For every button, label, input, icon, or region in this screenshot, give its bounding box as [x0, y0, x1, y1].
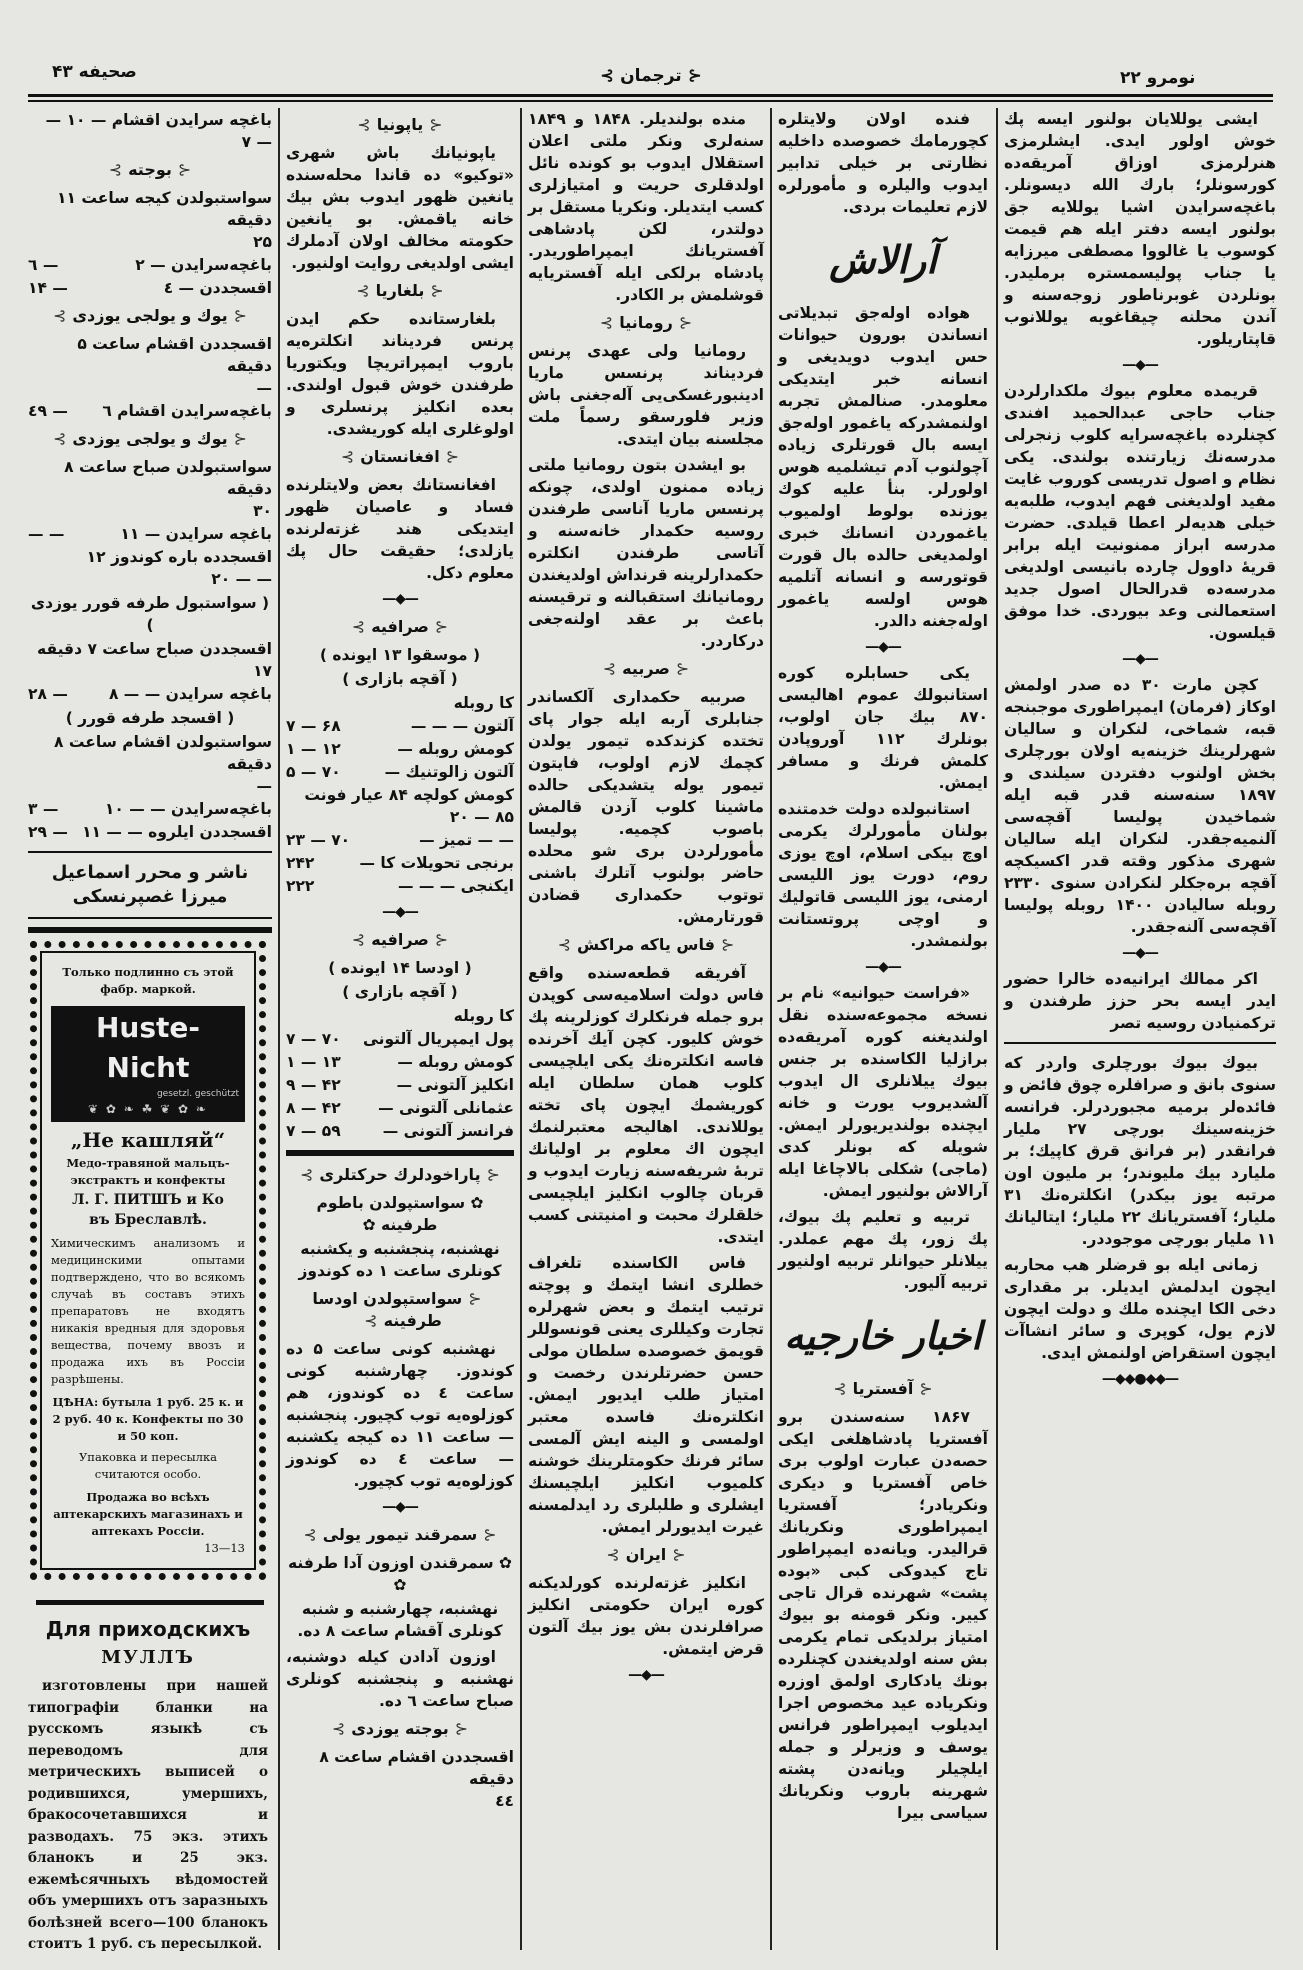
shipping-note: Упаковка и пересылка считаются особо.: [78, 1450, 218, 1481]
article-paragraph: اکر ممالك ایرانیه‌ده خالرا حضور ایدر ایسه بحر حزز طرفندن و ترکمنیادن روسیه تصر: [1004, 970, 1276, 1032]
section-heading: [286, 1524, 514, 1546]
brand-trademark-note: gesetzl. geschützt: [156, 1089, 239, 1099]
table-row: [286, 1074, 514, 1096]
column-divider: [278, 108, 280, 1950]
table-row: [286, 829, 514, 851]
subheading: ( سواستبول طرفه قورر یوزدی ): [30, 594, 270, 634]
divider-ornament-icon: —◆—: [1122, 945, 1158, 961]
row-value: ۵۹ — ۷: [286, 1122, 341, 1140]
row-value: ۶۸ — ۷: [286, 717, 341, 735]
row-label: انکلیز آلتونی —: [396, 1076, 514, 1094]
ornament-icon: ⊰: [486, 1165, 500, 1184]
ornament-icon: ⊱: [599, 313, 614, 332]
section-title: اخبار خارجیه: [784, 1313, 982, 1358]
floral-ornament-icon: ❦ ✿ ❧ ☘ ❦ ✿ ❧: [88, 1102, 208, 1116]
table-row: [286, 1051, 514, 1073]
row-label: کا روبله: [453, 694, 514, 712]
row-label: باغچه سرایدن — ۱۱: [120, 525, 272, 543]
row-label: ایکنجی — — —: [397, 877, 514, 895]
section-heading: [286, 446, 514, 468]
article-paragraph: بلغارستانده حکم ایدن پرنس فردیناند انکلتره‌یه باروب ایمپراتریچا ویکتوریا طرفندن خوش قبول اولندی. بعده انکلیز پرنسلری و اولوغلری ایله کوریشدی.: [286, 310, 514, 438]
table-row: [286, 784, 514, 828]
huste-nicht-advertisement: [30, 941, 266, 1580]
ornament-icon: ⊱: [52, 429, 67, 448]
ornament-icon: ⊰: [429, 115, 443, 134]
row-value: ۷۰ — ۲۳: [286, 831, 351, 849]
rule-divider: [1004, 1042, 1276, 1044]
table-row: [28, 638, 272, 682]
article-paragraph: بیوك بیوك بورچلری واردر که سنوی بانق و صرافلره چوق فائض و فائده‌لر برمیه مجبوردرلر. فرانسه خزینه‌سینك بورچی ۲۷ ملیار فرانقدر (بر فرانق قرق کاپیك؛ بر ملیارد بیك ملیوندر؛ بر ملیون اون مرتبه یوز بیكدر) انکلتره‌نك ۳۱ ملیار؛ آفستریانك ۲۲ ملیار؛ ایتالیانك ۱۱ ملیار بورچی موجوددر.: [1004, 1054, 1276, 1248]
heading-text: صربیه: [622, 659, 670, 678]
table-row: [28, 798, 272, 820]
thick-rule-divider: [286, 1150, 514, 1156]
subheading: ✿ سمرقندن اوزون آدا طرفنه ✿: [288, 1554, 512, 1594]
row-value: —: [256, 777, 272, 795]
article-paragraph: کچن مارت ۳۰ ده صدر اولمش اوکاز (فرمان) ایمپراطوری موجبنجه قبه، شماخی، لنکران و سالیان شهرلرینك خزینه‌یه اولان بورچلری بخش اولنوب دفتردن سیلندی و ۱۸۹۷ سنه‌سنه قدر قبه ایله شماخیدن پولیسا آقچه‌سی آلنمیه‌جقدر. لنکران ایله سالیان شهری مذکور وقته قدر اکسیکچه آقچه برەجكلر لنکرادن سنوی ۲۳۳۰ روبله سالیادن ۱۴۰۰ روبله پولیسا آقچه‌سی آلنه‌جقدر.: [1004, 676, 1276, 936]
row-label: اقسجددن اقشام ساعت ۸ دقیقه: [319, 1748, 514, 1788]
ornament-icon: ⊰: [233, 429, 248, 448]
table-row: [28, 821, 272, 843]
row-label: باغچه سرایدن اقشام — ۱۰ —: [45, 111, 272, 129]
row-label: باغچه سرایدن — — ۸: [108, 685, 272, 703]
notice-body: изготовлены при нашей типографіи бланки на русскомъ языкѣ съ переводомъ для метрическихъ выписей о родившихся, умершихъ, бракосочетавшихся и разводахъ. 75 экз. этихъ бланокъ и 25 экз. ежемѣсячныхъ вѣдомостей объ умершихъ отъ заразныхъ болѣзней всего—100 бланокъ стоитъ 1 руб. съ пересылкой.: [28, 1678, 268, 1952]
column-3: [528, 108, 764, 1690]
row-value: —: [256, 379, 272, 397]
ad-separator: [36, 1600, 264, 1605]
row-value: — —: [28, 525, 65, 543]
ornament-icon: ⊱: [351, 930, 366, 949]
ornament-icon: ⊱: [600, 66, 615, 86]
notice-subtitle: МУЛЛЪ: [101, 1646, 195, 1668]
article-paragraph: فاس الکاسنده تلغراف خطلری انشا ایتمك و پوچته ترتیب ایتمك و بعض شهرلره تجارت وکیللری یعنی قونسوللر قویمق خصوصده سلطان مولی حسن حضرتلرندن رخصت و امتیاز طلب ایدیور ایمش. انکلتره‌نك فاسده معتبر اولمسی و الینه ایش آلمسی سائر فرنك حکومتلرینك خوشنه کلمیوب انکلیز ایلچیسنك ایشلری و طلبلری رد ایدلمسنه غیرت ایدیورلر ایمش.: [528, 1254, 764, 1536]
divider-ornament-icon: —◆—: [382, 1499, 418, 1515]
section-heading: [778, 1378, 988, 1400]
ornament-icon: ⊰: [721, 935, 735, 954]
subheading: ( آقچه بازاری ): [342, 983, 458, 1001]
row-value: ۲۲۲: [286, 877, 315, 895]
divider-ornament-icon: —◆—: [1122, 357, 1158, 373]
divider-ornament-icon: —◆◆●◆◆—: [1101, 1371, 1179, 1387]
ornament-icon: ⊱: [606, 1545, 620, 1564]
ornament-icon: ⊱: [557, 935, 571, 954]
ad-authenticity-line: Только подлинно съ этой фабр. маркой.: [62, 965, 234, 996]
ornament-icon: ⊱: [351, 617, 366, 636]
row-value: ۳۰: [253, 502, 272, 520]
table-row: [28, 400, 272, 422]
heading-text: آفستریا: [852, 1379, 914, 1398]
heading-text: یوك و یولجی یوزدی: [72, 306, 228, 325]
section-heading: [286, 616, 514, 638]
article-paragraph: تربیه و تعلیم پك بیوك، پك زور، پك مهم عملدر. ییلانلر حیوانلر تربیه اولنیور تربیه آلیور.: [778, 1208, 988, 1292]
section-heading: [286, 1288, 514, 1332]
section-title: آرالاش: [829, 237, 937, 282]
row-label: اقسجددن ایلروه — — ۱۱: [82, 823, 272, 841]
article-paragraph: ایشی یوللایان بولنور ایسه پك خوش اولور ایدی. ایشلرمزی هنرلرمزی اوزاق آمریقه‌ده کورسونلر؛ بارك الله دیسونلر. باغچه‌سرایدن اشیا یوللایه جق بولنور ایسه دفتر ایله هم قیمت کوسوب یا غالووا مصطفی میرزایه یا جناب پولیسمستره برملیدر. بونلردن غوبرناطور زوجه‌سنه و آندن محلنه چیقاغویه یوللانوب قاپتاریلور.: [1004, 110, 1276, 348]
subheading: ( موسقوا ۱۳ ایونده ): [319, 646, 481, 664]
row-value: ۱۳ — ۱: [286, 1053, 341, 1071]
heading-text: ایران: [625, 1545, 667, 1564]
notice-title: Для приходскихъ: [45, 1617, 251, 1641]
ornament-icon: ⊱: [833, 1379, 847, 1398]
row-label: باغچه‌سرایدن — — ۱۰: [104, 800, 272, 818]
divider-ornament-icon: —◆—: [865, 639, 901, 655]
row-value: — ۷: [241, 133, 272, 151]
row-value: — ۳: [28, 800, 59, 818]
article-paragraph: اوزون آدادن کیله دوشنبه، نهشنبه و پنجشنبه کونلری صباح ساعت ٦ ده.: [286, 1648, 514, 1710]
row-label: اقسجدده باره کوندوز ۱۲: [86, 548, 272, 566]
article-paragraph: یاپونیانك باش شهری «توکیو» ده قاندا محله‌سنده یانغین ظهور ایدوب بش بیك خانه یاقمش. بو یانغین حکومته مخالف اولان آدملرك ایشی اولدیغی روایت اولنیور.: [286, 144, 514, 272]
row-value: ۲۴۲: [286, 854, 315, 872]
sale-note: Продажа во всѣхъ аптекарскихъ магазинахъ и аптекахъ Россіи.: [53, 1490, 243, 1538]
publisher-line: ناشر و محرر اسماعیل میرزا غصپرنسکی: [51, 862, 249, 907]
section-heading: [28, 159, 272, 181]
ornament-icon: ⊱: [300, 1165, 314, 1184]
table-row: [28, 456, 272, 522]
column-1-wrapper: [28, 108, 272, 1956]
ornament-icon: ⊱: [356, 281, 370, 300]
heading-text: سواستپولدن اودسا طرفینه: [312, 1289, 463, 1330]
product-description: Медо-травяной мальцъ-экстрактъ и конфекты: [66, 1156, 230, 1187]
row-label: باغچه‌سرایدن اقشام ٦: [102, 402, 272, 420]
thick-rule-divider: [28, 927, 272, 933]
brand-logo: [51, 1006, 245, 1122]
ornament-icon: ⊰: [468, 1289, 482, 1308]
column-divider: [996, 108, 998, 1950]
section-heading: [286, 1164, 514, 1186]
row-label: عثمانلی آلتونی —: [378, 1099, 514, 1117]
ornament-icon: ⊰: [434, 617, 449, 636]
section-heading: [528, 658, 764, 680]
row-label: کومش کولچه ۸۴ عیار فونت: [304, 786, 514, 804]
row-label: کا روبله: [453, 1007, 514, 1025]
ornament-icon: ⊰: [678, 313, 693, 332]
ornament-icon: ⊰: [672, 1545, 686, 1564]
table-row: [28, 523, 272, 545]
ornament-icon: ⊱: [331, 1719, 346, 1738]
page-number: صحیفه ۴۳: [52, 62, 137, 82]
row-value: ٤٤: [495, 1792, 514, 1810]
mullah-forms-notice: [28, 1619, 268, 1956]
article-paragraph: صربیه حکمداری آلکساندر جنابلری آربه ایله جوار پای تختده کزندکده تیمور یولدن کچمك لازم اولوب، فایتون تیمور یوله یتشدیکی حالده ماشینا کلوب آزدن قالمش باصوب کچمیه. پولیسا مأمورلردن بری شو محلده حاضر بولنوب آتلرك باشنی توتوب حکمداری قضادن قورتارمش.: [528, 688, 764, 926]
table-row: [28, 683, 272, 705]
divider-ornament-icon: —◆—: [628, 1667, 664, 1683]
row-value: ۷۰ — ۵: [286, 763, 341, 781]
row-label: سواستبولدن صباح ساعت ۸ دقیقه: [64, 458, 272, 498]
row-label: کومش روبله —: [397, 740, 514, 758]
ornament-icon: ⊰: [675, 659, 690, 678]
row-label: پول ایمپریال آلتونی: [362, 1030, 514, 1048]
divider-ornament-icon: —◆—: [865, 959, 901, 975]
section-heading: [28, 428, 272, 450]
manufacturer: Л. Г. ПИТШЪ и Ко: [72, 1192, 224, 1208]
article-paragraph: آفریقه قطعه‌سنده واقع فاس دولت اسلامیه‌سی کوپدن برو جمله فرنکلرك کوزلرینه پك خوش کلیور. کچن آیك آخرنده فاسه انکلتره‌نك یکی ایلچیسی کلوب همان سلطان ایله کوریشمك ایچون پای تخته یوللاندی. اهالیجه معتبرلنمك ایچون اك معلوم بر اولیانك تربهٔ شریفه‌سنه زیارت ایدوب و قربان چالوب انکلیز ایلچیسی خلقلرك محبت و امنیتنی کسب ایتدی.: [528, 964, 764, 1246]
row-value: — ۱۴: [28, 279, 68, 297]
article-paragraph: نهشنبه، پنجشنبه و یکشنبه کونلری ساعت ۱ ده کوندوز: [298, 1240, 502, 1280]
rule-divider: [28, 851, 272, 853]
issue-number: نومرو ۲۲: [1120, 68, 1196, 88]
row-value: ۴۲ — ۸: [286, 1099, 341, 1117]
ad-body: Химическимъ анализомъ и медицинскими опытами подтверждено, что во всякомъ случаѣ въ составъ этихъ препаратовъ не входятъ никакія вредныя для здоровья вещества, почему ввозъ и продажа ихъ въ Россіи разрѣшены.: [51, 1236, 245, 1386]
column-4: [778, 108, 988, 1828]
table-row: [286, 761, 514, 783]
ornament-icon: ⊱: [108, 160, 123, 179]
ornament-icon: ⊰: [687, 66, 702, 86]
heading-text: افغانستان: [360, 447, 440, 466]
article-paragraph: انکلیز غزته‌لرنده کورلدیکنه کوره ایران حکومتی انکلیز صرافلرندن بش یوز بیك آلتون قرض ایتمش.: [528, 1574, 764, 1658]
row-label: آلتون زالوتنیك —: [384, 763, 514, 781]
table-row: [28, 731, 272, 797]
brand-name: Huste-Nicht: [95, 1011, 201, 1084]
table-row: [286, 852, 514, 874]
heading-text: پاراخودلرك حرکتلری: [319, 1165, 481, 1184]
heading-text: رومانیا: [619, 313, 673, 332]
heading-text: سمرقند تیمور یولی: [322, 1525, 478, 1544]
article-paragraph: نهشنبه، چهارشنبه و شنبه کونلری آقشام ساعت ۸ ده.: [297, 1600, 503, 1640]
article-paragraph: قریمده معلوم بیوك ملكدارلردن جناب حاجی عبدالحمید افندی کچنلرده باغچه‌سرایه کلوب زنجرلی مدرسه‌نك زیارتنده بولندی. یکی نظام و اصول تدریسی کوروب غایت مفید اولدیغنی فهم ایدوب، طلبه‌یه خیلی هدیه‌لر اعطا قیلدی. حضرت مدرسه ابراز ممنونیت ایله برابر قریهٔ داوول چارده بانیسی اولدیغی مدرسه‌ده قدرالحال اصول جدید استعمالنی وعد بیوردی. خدا موفق قیلسون.: [1004, 382, 1276, 642]
column-divider: [520, 108, 522, 1950]
row-label: اقسجددن صباح ساعت ۷ دقیقه: [37, 640, 272, 658]
section-heading: [286, 280, 514, 302]
table-row: [286, 692, 514, 714]
table-row: [286, 1097, 514, 1119]
column-2: [286, 108, 514, 1813]
ad-number: 13—13: [204, 1541, 245, 1555]
ornament-icon: ⊰: [483, 1525, 497, 1544]
product-name: „Не кашляй“: [70, 1128, 226, 1152]
rule-divider: [28, 917, 272, 919]
article-paragraph: هواده اوله‌جق تبدیلاتی انساندن بورون حیوانات حس ایدوب دویدیغی و انسانه خبر ایتدیکی معلومدر. صنالمش تجربه اولنمشدرکه یاغمور اوله‌جق ایسه بال قورتلری زیاده آچولنوب آدم تیشلمیه هوس اولورلر. بنأ علیه کوك یوزنده بولوط اولمیوب یاغموردن انسانك خبری اولمدیغی حالده بال قورت قوتورسه و انسانه آتلمیه هوس اولسه یاغمور اوله‌جغنه دالدر.: [778, 304, 988, 630]
table-row: [28, 187, 272, 253]
row-label: اقسجددن اقشام ساعت ۵ دقیقه: [77, 335, 272, 375]
subheading: ( آقچه بازاری ): [342, 670, 458, 688]
subheading: ✿ سواستپولدن باطوم طرفینه ✿: [316, 1194, 484, 1234]
article-paragraph: زمانی ایله بو قرضلر هب محاربه ایچون ایدلمش ایدیلر. بر مقداری دخی الکا ایچنده ملك و دولت ایچون لازم یول، کوپری و سائر انشاآت ایچون استقراض اولنمش ایدی.: [1004, 1256, 1276, 1362]
row-label: برنجی تحویلات کا —: [359, 854, 514, 872]
ornament-icon: ⊰: [445, 447, 460, 466]
article-paragraph: افغانستانك بعض ولایتلرنده فساد و عاصیان ظهور ایتدیکی هند غزته‌لرنده یازلدی؛ حقیقت حال پك معلوم دکل.: [286, 476, 514, 582]
ornament-icon: ⊱: [340, 447, 355, 466]
row-label: — — تمیز —: [419, 831, 514, 849]
row-label: آلتون — — —: [410, 717, 514, 735]
ornament-icon: ⊰: [919, 1379, 933, 1398]
ornament-icon: ⊰: [233, 306, 248, 325]
heading-text: بوجته یوزدی: [351, 1719, 449, 1738]
subheading: ( اقسجد طرفه قورر ): [65, 709, 235, 727]
table-row: [28, 109, 272, 153]
ornament-icon: ⊰: [430, 281, 444, 300]
heading-text: بوجته: [128, 160, 172, 179]
ornament-icon: ⊱: [602, 659, 617, 678]
article-paragraph: «فراست حیوانیه» نام بر نسخه مجموعه‌سنده نقل اولندیغنه کوره آمریقه‌ده برازلیا الکاسنده بر جنس بیوك ییلانلری ال ایدوب آلشدیروب یورت و خانه ایچنده بولندیریورلر ایمش. شویله که بونلر کدی (ماجی) شکلی بالاچاغا ایله آرالاش بولنیور ایمش.: [778, 984, 988, 1200]
heading-text: بلغاریا: [375, 281, 425, 300]
article-paragraph: ۱۸۶۷ سنه‌سندن برو آفستریا پادشاهلغی ایکی حصه‌دن عبارت اولوب بری خاص آفستریا و دیکری ونکریادر؛ آفستریا ایمپراطوری ونکریانك قرالیدر. ویانه‌ده ایمپراطور تاج کیدوکی کبی «بوده پشت» شهرنده قرال تاجی کییر. ونکر قومنه بو بیوك امتیاز برلدیکی تمام یکرمی بش سنه اولدیغندن کچنلرده بونك یادکاری اولمق اوزره ونکریاده عید مخصوص اجرا ایدیلوب ایمپراطور فرانس یوسف و وزیرلر و جمله ایلچیلر ویانه‌دن پشته شهرینه باروب ونکریانك سیاسی بیرا: [778, 1408, 988, 1822]
ornament-icon: ⊱: [357, 115, 371, 134]
column-1: [28, 109, 272, 933]
row-value: ۱۲ — ۱: [286, 740, 341, 758]
row-label: سواستبولدن کیجه ساعت ۱۱ دقیقه: [57, 189, 272, 229]
table-row: [286, 1005, 514, 1027]
column-divider: [770, 108, 772, 1950]
table-row: [286, 1746, 514, 1812]
ornament-icon: ⊱: [52, 306, 67, 325]
manufacturer-city: въ Бреславлѣ.: [89, 1212, 207, 1228]
divider-ornament-icon: —◆—: [382, 591, 418, 607]
table-row: [286, 1028, 514, 1050]
article-paragraph: رومانیا ولی عهدی پرنس فردیناند پرنسس ماریا ادینبورغسکی‌یی آله‌جغنی باش وزیر فلورسقو رسماً ملت مجلسنه بیان ایتدی.: [528, 342, 764, 448]
table-row: [28, 546, 272, 590]
subheading: ( اودسا ۱۴ ایونده ): [328, 959, 472, 977]
price: ЦѢНА: бутыла 1 руб. 25 к. и 2 руб. 40 к. Конфекты по 30 и 50 коп.: [52, 1395, 244, 1443]
section-heading: [286, 114, 514, 136]
row-label: کومش روبله —: [397, 1053, 514, 1071]
table-row: [28, 254, 272, 276]
divider-ornament-icon: —◆—: [1122, 651, 1158, 667]
row-label: فرانسز آلتونی —: [382, 1122, 514, 1140]
table-row: [28, 333, 272, 399]
ornament-icon: ⊱: [303, 1525, 317, 1544]
ornament-icon: ⊱: [364, 1311, 378, 1330]
masthead-title: ترجمان: [620, 66, 682, 86]
heading-text: یاپونیا: [376, 115, 424, 134]
ornament-icon: ⊰: [177, 160, 192, 179]
article-paragraph: فنده اولان ولایتلره کچورمامك خصوصده داخلیه نظارتی بر خیلی تدابیر ایدوب والیلره و مأمورلره لازم تعلیمات بردی.: [778, 110, 988, 216]
row-value: — ۲۸: [28, 685, 68, 703]
row-value: — ٦: [28, 256, 59, 274]
row-label: سواستبولدن اقشام ساعت ۸ دقیقه: [53, 733, 272, 773]
table-row: [28, 277, 272, 299]
article-paragraph: منده بولندیلر. ۱۸۴۸ و ۱۸۴۹ سنه‌لری ونکر ملتی اعلان استقلال ایدوب بو کونده نائل اولدقلری حریت و امتیازلری کسب ایتدیلر. ونکریا مستقل بر دولتدر، لکن پادشاهی آفستریانك ایمپراطوریدر. پادشاه برلکی ایله آفستریایه قوشلمش بر الکادر.: [528, 110, 764, 304]
heading-text: صرافیه: [371, 930, 429, 949]
heading-text: فاس یاکه مراکش: [577, 935, 715, 954]
newspaper-title: [600, 66, 702, 86]
row-label: اقسجددن — ٤: [163, 279, 272, 297]
row-value: — ۲۹: [28, 823, 68, 841]
article-paragraph: بو ایشدن بتون رومانیا ملتی زیاده ممنون اولدی، چونکه پرنسس ماریا آناسی طرفندن روسیه حکمدار خانه‌سنه و آتاسی طرفندن انکلتره حکمدارلرینه قرنداش اولدیغندن رومانیانك استقبالنه و ترقیسنه باعث بر عقد اولنه‌جغی درکاردر.: [528, 456, 764, 650]
row-value: ۱۷: [253, 662, 272, 680]
divider-ornament-icon: —◆—: [382, 904, 418, 920]
section-heading: [528, 1544, 764, 1566]
row-value: ۴۲ — ۹: [286, 1076, 341, 1094]
row-value: ۲۵: [253, 233, 272, 251]
heading-text: صرافیه: [371, 617, 429, 636]
table-row: [286, 715, 514, 737]
ornament-icon: ⊰: [434, 930, 449, 949]
row-value: — ٤۹: [28, 402, 68, 420]
section-heading: [286, 1718, 514, 1740]
ornament-icon: ⊰: [454, 1719, 469, 1738]
row-value: — — ۲۰: [211, 570, 272, 588]
article-paragraph: یکی حسابلره کوره استانبولك عموم اهالیسی ۸۷۰ بیك جان اولوب، بونلرك ۱۱۲ آوروپادن کلمش فرنك و مسافر ایمش.: [778, 664, 988, 792]
section-heading: [286, 929, 514, 951]
section-heading: [28, 305, 272, 327]
section-heading: [528, 312, 764, 334]
table-row: [286, 875, 514, 897]
heading-text: یوك و یولجی یوزدی: [72, 429, 228, 448]
section-heading: [528, 934, 764, 956]
header-rule: [28, 94, 1273, 102]
row-value: ۸۵ — ۲۰: [449, 808, 514, 826]
row-value: ۷۰ — ۷: [286, 1030, 341, 1048]
column-5: [1004, 108, 1276, 1394]
article-paragraph: نهشنبه کونی ساعت ۵ ده کوندوز. چهارشنبه کونی ساعت ٤ ده کوندوز، هم کوزلوه‌یه توب کچیور. پنجشنبه — ساعت ۱۱ ده کیجه یکشنبه — ساعت ٤ ده کوندوز کوزلوه‌یه توب کچیور.: [286, 1340, 514, 1490]
table-row: [286, 738, 514, 760]
article-paragraph: استانبولده دولت خدمتنده بولنان مأمورلرك یکرمی اوچ بیکی اسلام، اوچ یوزی روم، دورت یوز اللیسی ارمنی، یوز اللیسی قاتولیك و اوچی پروتستانت بولنمشدر.: [778, 800, 988, 950]
row-label: باغچه‌سرایدن — ۲: [135, 256, 272, 274]
table-row: [286, 1120, 514, 1142]
